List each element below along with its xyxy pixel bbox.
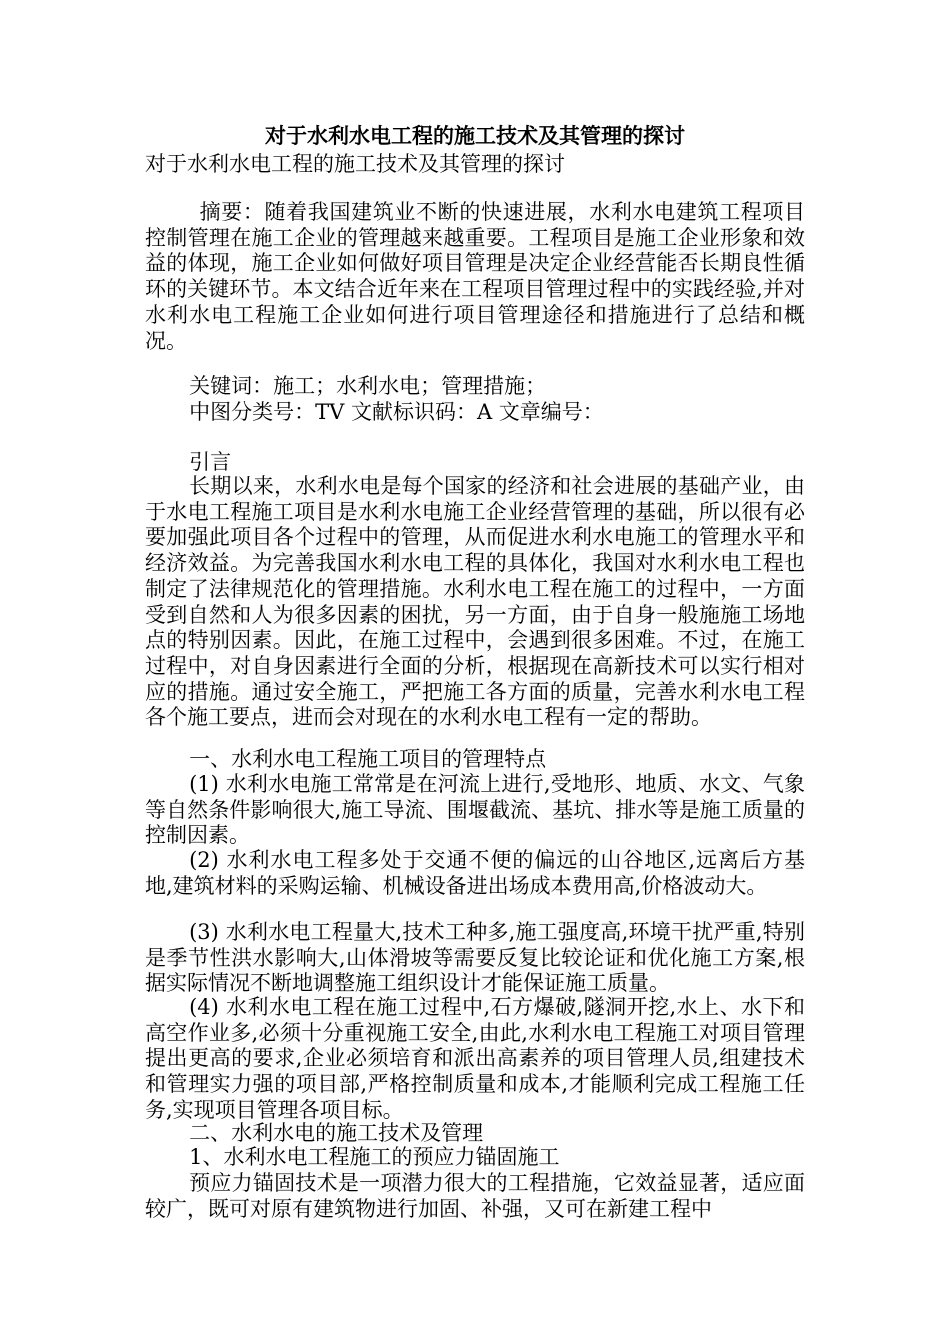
list-item-1: (1) 水利水电施工常常是在河流上进行,受地形、地质、水文、气象等自然条件影响很大,施工导流、围堰截流、基坑、排水等是施工质量的控制因素。 [145,772,805,848]
subsection-paragraph-1: 预应力锚固技术是一项潜力很大的工程措施，它效益显著，适应面较广，既可对原有建筑物进行加固、补强，又可在新建工程中 [145,1171,805,1221]
classification-line: 中图分类号：TV 文献标识码：A 文章编号： [189,400,604,424]
section-heading-2: 二、水利水电的施工技术及管理 [189,1121,484,1145]
intro-paragraph: 长期以来，水利水电是每个国家的经济和社会进展的基础产业，由于水电工程施工项目是水利水电施工企业经营管理的基础，所以很有必要加强此项目各个过程中的管理，从而促进水利水电施工的管理水平和经济效益。为完善我国水利水电工程的具体化，我国对水利水电工程也制定了法律规范化的管理措施。水利水电工程在施工的过程中，一方面受到自然和人为很多因素的困扰，另一方面，由于自身一般施施工场地点的特别因素。因此，在施工过程中，会遇到很多困难。不过，在施工过程中，对自身因素进行全面的分析，根据现在高新技术可以实行相对应的措施。通过安全施工，严把施工各方面的质量，完善水利水电工程各个施工要点，进而会对现在的水利水电工程有一定的帮助。 [145,474,805,730]
abstract-paragraph: 摘要：随着我国建筑业不断的快速进展，水利水电建筑工程项目控制管理在施工企业的管理越来越重要。工程项目是施工企业形象和效益的体现，施工企业如何做好项目管理是决定企业经营能否长期良性循环的关键环节。本文结合近年来在工程项目管理过程中的实践经验,并对水利水电工程施工企业如何进行项目管理途径和措施进行了总结和概况。 [145,200,805,353]
document-subtitle: 对于水利水电工程的施工技术及其管理的探讨 [145,152,565,176]
list-item-4: (4) 水利水电工程在施工过程中,石方爆破,隧洞开挖,水上、水下和高空作业多,必须十分重视施工安全,由此,水利水电工程施工对项目管理提出更高的要求,企业必须培育和派出高素养的项目管理人员,组建技术和管理实力强的项目部,严格控制质量和成本,才能顺利完成工程施工任务,实现项目管理各项目标。 [145,995,805,1122]
keywords-line: 关键词：施工；水利水电；管理措施； [189,374,547,398]
document-title: 对于水利水电工程的施工技术及其管理的探讨 [265,124,685,148]
section-heading-1: 一、水利水电工程施工项目的管理特点 [189,747,547,771]
list-item-3: (3) 水利水电工程量大,技术工种多,施工强度高,环境干扰严重,特别是季节性洪水影响大,山体滑坡等需要反复比较论证和优化施工方案,根据实际情况不断地调整施工组织设计才能保证施工质量。 [145,920,805,996]
list-item-2: (2) 水利水电工程多处于交通不便的偏远的山谷地区,远离后方基地,建筑材料的采购运输、机械设备进出场成本费用高,价格波动大。 [145,848,805,898]
intro-heading: 引言 [189,450,232,474]
subsection-heading-1: 1、水利水电工程施工的预应力锚固施工 [189,1145,560,1169]
